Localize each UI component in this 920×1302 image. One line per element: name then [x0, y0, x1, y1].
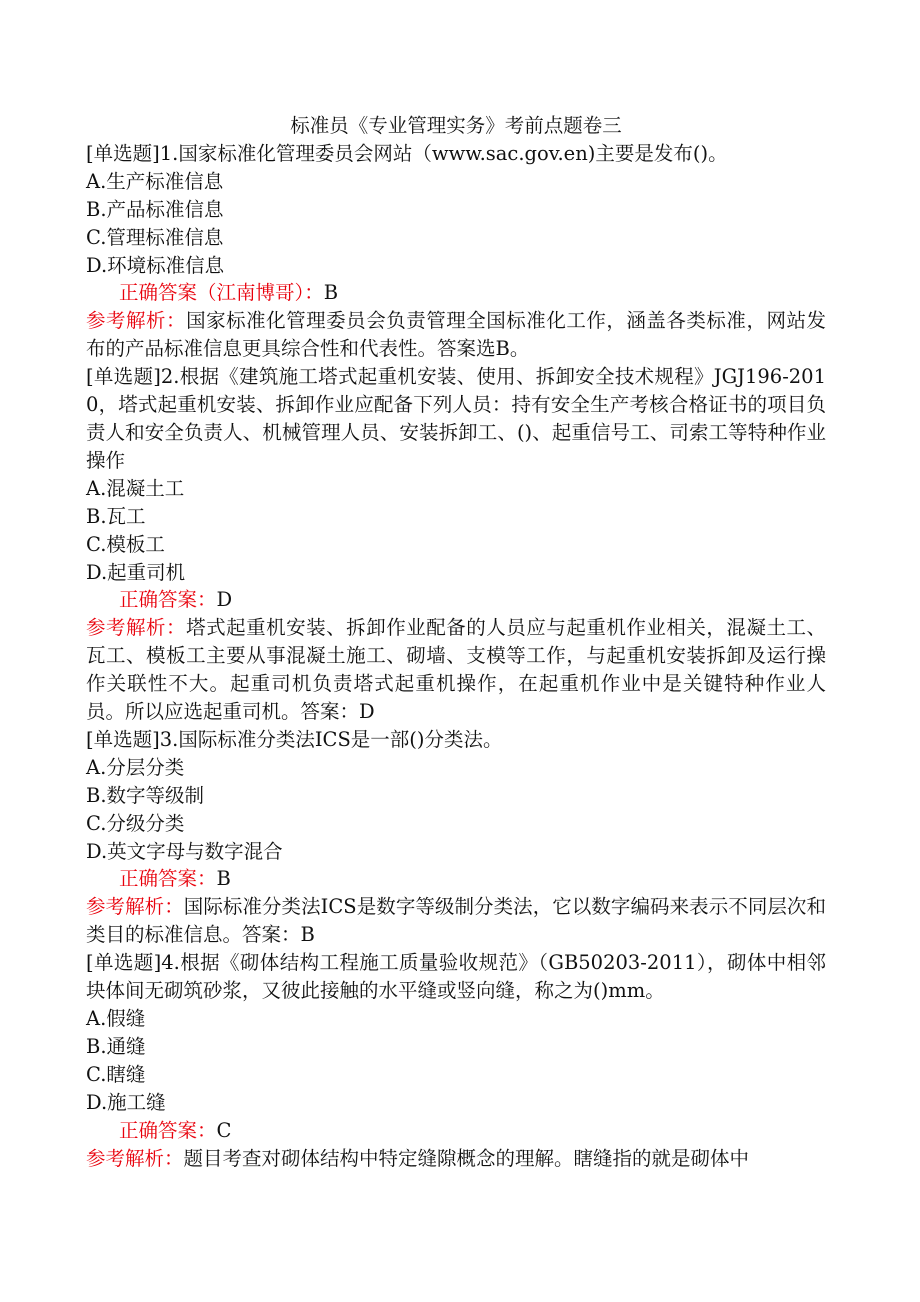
- question-4-option-c: C.瞎缝: [86, 1062, 146, 1086]
- question-2-option-c: C.模板工: [86, 532, 165, 556]
- analysis-label: 参考解析：: [86, 895, 184, 919]
- question-3-stem: [单选题]3.国际标准分类法ICS是一部()分类法。: [86, 727, 503, 751]
- question-2-stem: [单选题]2.根据《建筑施工塔式起重机安装、使用、拆卸安全技术规程》JGJ196-2010，塔式起重机安装、拆卸作业应配备下列人员：持有安全生产考核合格证书的项目负责人和安全负责人、机械管理人员、安装拆卸工、()、起重信号工、司索工等特种作业操作: [86, 365, 826, 472]
- answer-value: D: [216, 588, 233, 612]
- answer-label: 正确答案：: [119, 588, 217, 612]
- question-4-answer: [86, 1117, 826, 1145]
- answer-value: C: [216, 1118, 232, 1142]
- document-page: [86, 112, 826, 1172]
- question-4-analysis: [86, 1145, 826, 1173]
- answer-label: 正确答案：: [119, 1118, 217, 1142]
- question-3-option-d: D.英文字母与数字混合: [86, 839, 283, 863]
- question-1-option-a: A.生产标准信息: [86, 169, 224, 193]
- question-2-option-d: D.起重司机: [86, 560, 186, 584]
- analysis-text: 题目考查对砌体结构中特定缝隙概念的理解。瞎缝指的就是砌体中: [183, 1146, 750, 1170]
- question-1-option-d: D.环境标准信息: [86, 253, 225, 277]
- analysis-label: 参考解析：: [86, 616, 187, 640]
- question-4-option-b: B.通缝: [86, 1034, 146, 1058]
- answer-value: B: [323, 281, 339, 305]
- question-3-option-b: B.数字等级制: [86, 783, 205, 807]
- document-title: 标准员《专业管理实务》考前点题卷三: [290, 114, 622, 137]
- answer-label: 正确答案（江南博哥）：: [119, 281, 324, 305]
- question-1-stem: [单选题]1.国家标准化管理委员会网站（www.sac.gov.en)主要是发布()。: [86, 141, 728, 165]
- analysis-text: 塔式起重机安装、拆卸作业配备的人员应与起重机作业相关，混凝土工、瓦工、模板工主要从事混凝土施工、砌墙、支模等工作，与起重机安装拆卸及运行操作关联性不大。起重司机负责塔式起重机操作，在起重机作业中是关键特种作业人员。所以应选起重司机。答案：D: [86, 616, 826, 724]
- question-4-option-a: A.假缝: [86, 1007, 146, 1030]
- question-2-analysis: [86, 614, 826, 726]
- question-1-option-b: B.产品标准信息: [86, 197, 224, 221]
- question-3-option-a: A.分层分类: [86, 755, 185, 779]
- analysis-label: 参考解析：: [86, 309, 187, 333]
- answer-value: B: [216, 867, 231, 891]
- question-1-answer: [86, 279, 826, 307]
- analysis-label: 参考解析：: [86, 1146, 184, 1170]
- question-4-option-d: D.施工缝: [86, 1090, 166, 1114]
- analysis-text: 国家标准化管理委员会负责管理全国标准化工作，涵盖各类标准，网站发布的产品标准信息更具综合性和代表性。答案选B。: [86, 309, 826, 361]
- question-2-option-b: B.瓦工: [86, 504, 146, 528]
- question-2-answer: [86, 586, 826, 614]
- question-3-option-c: C.分级分类: [86, 811, 185, 835]
- question-2-option-a: A.混凝土工: [86, 476, 185, 500]
- question-1-analysis: [86, 307, 826, 363]
- question-3-analysis: [86, 893, 826, 949]
- question-4-stem: [单选题]4.根据《砌体结构工程施工质量验收规范》（GB50203-2011），砌体中相邻块体间无砌筑砂浆，又彼此接触的水平缝或竖向缝，称之为()mm。: [86, 951, 826, 1003]
- question-1-option-c: C.管理标准信息: [86, 225, 224, 249]
- question-3-answer: [86, 865, 826, 893]
- analysis-text: 国际标准分类法ICS是数字等级制分类法，它以数字编码来表示不同层次和类目的标准信息。答案：B: [86, 895, 826, 947]
- answer-label: 正确答案：: [119, 867, 217, 891]
